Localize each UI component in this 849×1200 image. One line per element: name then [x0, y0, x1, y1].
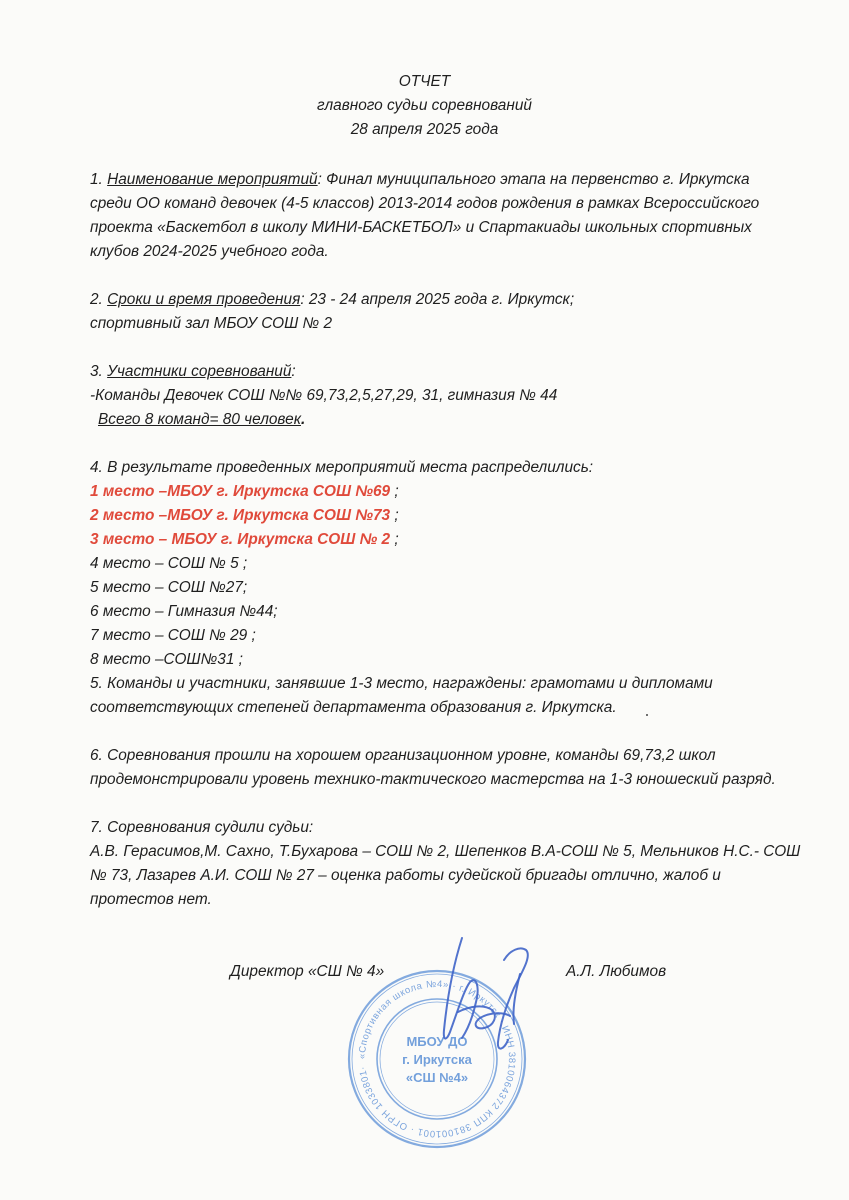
section-1-line-4: клубов 2024-2025 учебного года. [90, 243, 329, 260]
section-3-total-text: Всего 8 команд= 80 человек [98, 411, 301, 428]
section-2-number: 2. [90, 291, 108, 308]
place-7: 7 место – СОШ № 29 ; [90, 627, 256, 644]
place-1-text: 1 место –МБОУ г. Иркутска СОШ №69 [90, 483, 391, 500]
section-1-line-2: среди ОО команд девочек (4-5 классов) 2013-2014 годов рождения в рамках Всероссийского [90, 195, 760, 212]
signatory-name: А.Л. Любимов [566, 963, 667, 980]
report-date: 28 апреля 2025 года [350, 121, 499, 138]
section-6-line-2: продемонстрировали уровень технико-тактического мастерства на 1-3 юношеский разряд. [90, 771, 776, 788]
report-subtitle: главного судьи соревнований [317, 97, 532, 114]
place-3-end: ; [390, 531, 399, 548]
handwritten-signature [400, 920, 550, 1070]
place-3-text: 3 место – МБОУ г. Иркутска СОШ № 2 [90, 531, 391, 548]
section-3-total-period: . [300, 411, 306, 428]
section-3-teams: -Команды Девочек СОШ №№ 69,73,2,5,27,29, 31, гимназия № 44 [90, 387, 558, 404]
stamp-center-line-2: г. Иркутска [402, 1052, 472, 1067]
place-8: 8 место –СОШ№31 ; [90, 651, 243, 668]
signatory-position: Директор «СШ № 4» [230, 963, 385, 980]
place-1-end: ; [390, 483, 399, 500]
stamp-center-line-3: «СШ №4» [405, 1070, 469, 1085]
place-3 [90, 530, 399, 550]
place-2-end: ; [390, 507, 399, 524]
section-1-label: Наименование мероприятий [107, 171, 318, 188]
section-3-heading [90, 362, 296, 382]
section-1-number: 1. [90, 171, 108, 188]
section-7-line-2: А.В. Герасимов,М. Сахно, Т.Бухарова – СОШ № 2, Шепенков В.А-СОШ № 5, Мельников Н.С.- СОШ [90, 843, 801, 860]
section-2-label: Сроки и время проведения [107, 291, 301, 308]
report-title: ОТЧЕТ [398, 73, 451, 90]
section-1-line-3: проекта «Баскетбол в школу МИНИ-БАСКЕТБОЛ» и Спартакиады школьных спортивных [90, 219, 752, 236]
section-3-colon: : [291, 363, 296, 380]
place-6: 6 место – Гимназия №44; [90, 603, 278, 620]
section-7-line-4: протестов нет. [90, 891, 212, 908]
section-3-total [98, 410, 305, 430]
section-5-line-1: 5. Команды и участники, занявшие 1-3 место, награждены: грамотами и дипломами [90, 675, 713, 692]
stray-dot [646, 714, 648, 716]
stamp-center-line-1: МБОУ ДО [406, 1034, 468, 1049]
place-1 [90, 482, 399, 502]
section-4-intro: 4. В результате проведенных мероприятий места распределились: [90, 459, 594, 476]
place-5: 5 место – СОШ №27; [90, 579, 248, 596]
section-2-line-1 [90, 290, 574, 310]
section-1-line-1 [90, 170, 750, 190]
section-7-line-3: № 73, Лазарев А.И. СОШ № 27 – оценка работы судейской бригады отлично, жалоб и [90, 867, 721, 884]
section-7-line-1: 7. Соревнования судили судьи: [90, 819, 314, 836]
section-3-number: 3. [90, 363, 108, 380]
place-2-text: 2 место –МБОУ г. Иркутска СОШ №73 [90, 507, 391, 524]
section-5-line-2: соответствующих степеней департамента образования г. Иркутска. [90, 699, 617, 716]
section-2-line-2: спортивный зал МБОУ СОШ № 2 [90, 315, 333, 332]
place-2 [90, 506, 399, 526]
section-6-line-1: 6. Соревнования прошли на хорошем организационном уровне, команды 69,73,2 школ [90, 747, 716, 764]
section-2-text: : 23 - 24 апреля 2025 года г. Иркутск; [300, 291, 575, 308]
place-4: 4 место – СОШ № 5 ; [90, 555, 248, 572]
section-1-text: : Финал муниципального этапа на первенство г. Иркутска [317, 171, 750, 188]
stamp-ring-text: «Спортивная школа №4» · г. Иркутск · ИНН 3810064372 КПП 381001001 · ОГРН 1033801· [356, 978, 518, 1140]
section-3-label: Участники соревнований [107, 363, 292, 380]
